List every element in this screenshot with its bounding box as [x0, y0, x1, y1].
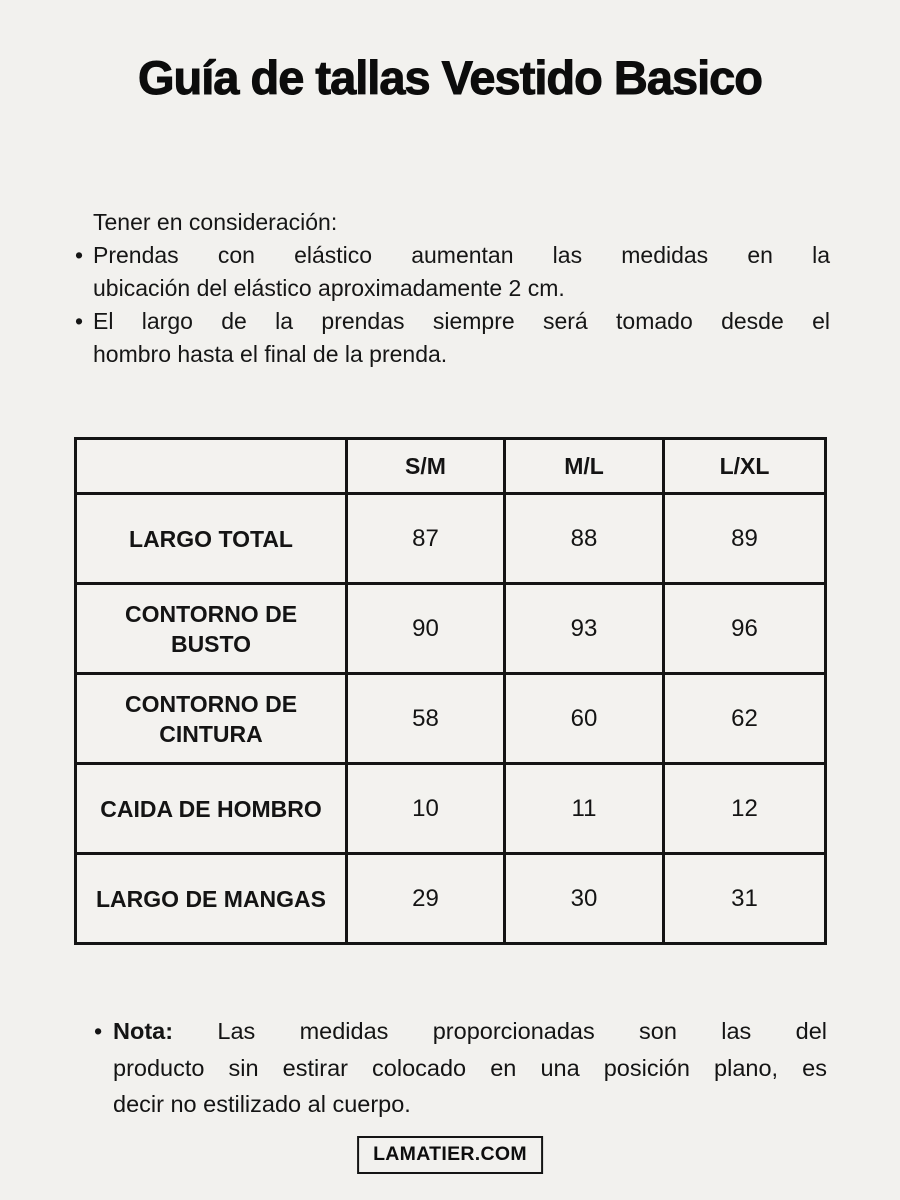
table-row: [76, 764, 826, 854]
consideration-line: • El largo de la prendas siempre será tomado desde el: [93, 308, 830, 334]
row-label-line: LARGO DE MANGAS: [96, 885, 326, 912]
table-header-row: [76, 439, 826, 494]
considerations-section: [93, 206, 830, 371]
cell: 30: [505, 854, 664, 944]
column-header-lxl: L/XL: [664, 439, 826, 494]
row-label-line: CINTURA: [159, 720, 263, 747]
row-label-line: CONTORNO DE: [124, 600, 298, 627]
cell: 62: [664, 674, 826, 764]
note-section: [113, 1013, 827, 1123]
consideration-item: [93, 239, 830, 305]
note-line: [113, 1013, 827, 1050]
consideration-item: [93, 305, 830, 371]
row-label: [76, 764, 347, 854]
brand-badge: LAMATIER.COM: [357, 1136, 543, 1174]
row-label: [76, 674, 347, 764]
column-header-sm: S/M: [347, 439, 505, 494]
note-item: [113, 1013, 827, 1123]
cell: 10: [347, 764, 505, 854]
cell: 29: [347, 854, 505, 944]
cell: 87: [347, 494, 505, 584]
row-label: [76, 584, 347, 674]
cell: 89: [664, 494, 826, 584]
cell: 96: [664, 584, 826, 674]
cell: 60: [505, 674, 664, 764]
cell: 31: [664, 854, 826, 944]
consideration-line: hombro hasta el final de la prenda.: [93, 341, 448, 367]
page-title: Guía de tallas Vestido Basico: [137, 51, 763, 104]
table-row: [76, 494, 826, 584]
note-label: Nota:: [113, 1018, 174, 1044]
table-row: [76, 854, 826, 944]
row-label-line: CAIDA DE HOMBRO: [100, 795, 322, 822]
considerations-intro: Tener en consideración:: [93, 209, 338, 235]
cell: 88: [505, 494, 664, 584]
row-label: [76, 494, 347, 584]
note-text: Las medidas proporcionadas son las del: [217, 1018, 827, 1044]
cell: 12: [664, 764, 826, 854]
note-line: producto sin estirar colocado en una posición plano, es: [113, 1054, 827, 1081]
row-label: [76, 854, 347, 944]
row-label-line: CONTORNO DE: [124, 690, 298, 717]
column-header-ml: M/L: [505, 439, 664, 494]
table-corner-cell: [76, 439, 347, 494]
cell: 58: [347, 674, 505, 764]
row-label-line: BUSTO: [170, 630, 252, 657]
consideration-line: • Prendas con elástico aumentan las medidas en la: [93, 242, 830, 268]
table-row: [76, 674, 826, 764]
consideration-line: ubicación del elástico aproximadamente 2 cm.: [93, 275, 565, 301]
note-line: decir no estilizado al cuerpo.: [113, 1091, 411, 1117]
size-table: [74, 437, 827, 945]
cell: 11: [505, 764, 664, 854]
cell: 90: [347, 584, 505, 674]
cell: 93: [505, 584, 664, 674]
row-label-line: LARGO TOTAL: [129, 525, 293, 552]
table-row: [76, 584, 826, 674]
